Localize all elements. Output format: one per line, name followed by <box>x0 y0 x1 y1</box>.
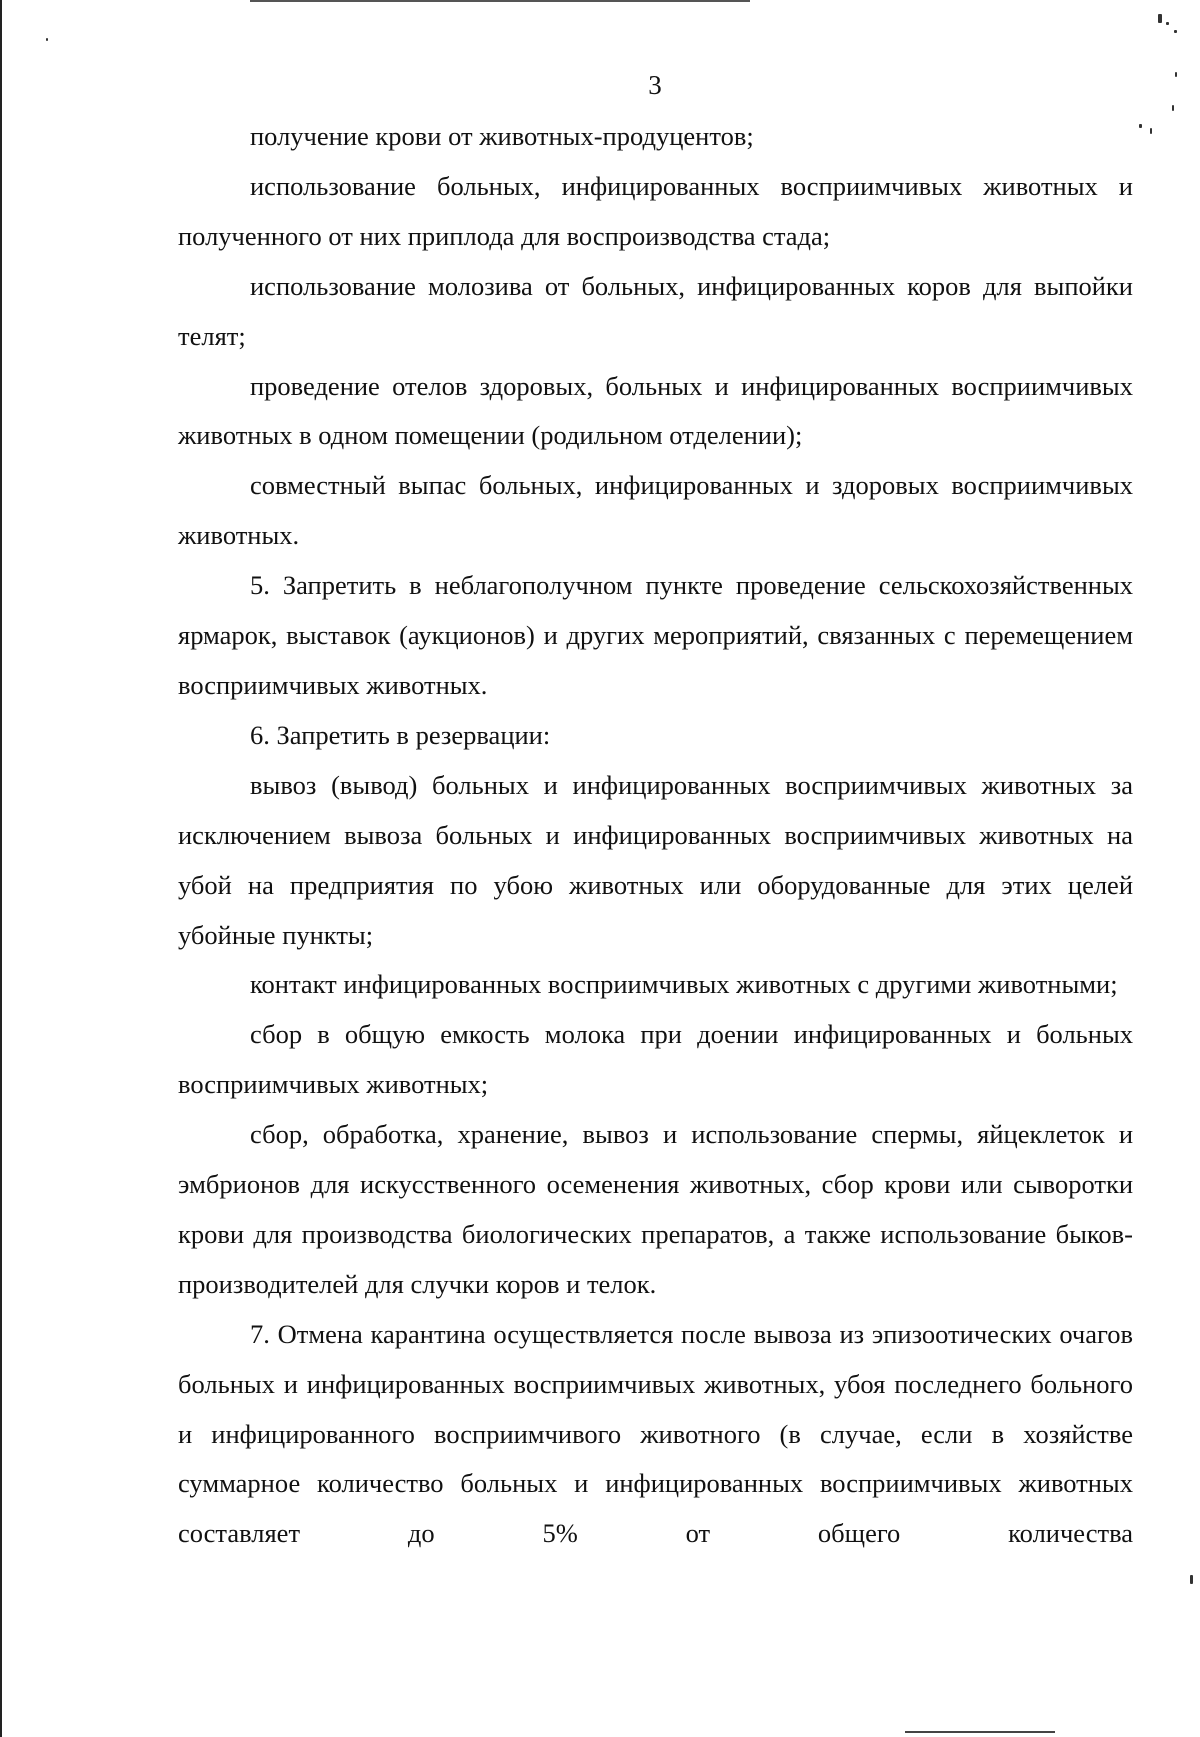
paragraph: сбор, обработка, хранение, вывоз и использование спермы, яйцеклеток и эмбрионов для искусственного осеменения животных, сбор крови или сыворотки крови для производства биологических препаратов, а также использование быков-производителей для случки коров и телок. <box>178 1119 1133 1299</box>
paragraph: сбор в общую емкость молока при доении инфицированных и больных восприимчивых животных; <box>178 1019 1133 1100</box>
paragraph: 5. Запретить в неблагополучном пункте проведение сельскохозяйственных ярмарок, выставок (аукционов) и других мероприятий, связанных с перемещением восприимчивых животных. <box>178 570 1133 700</box>
scan-speck <box>46 38 48 41</box>
scan-speck <box>1190 1575 1193 1584</box>
paragraph: контакт инфицированных восприимчивых животных с другими животными; <box>250 969 1118 1000</box>
paragraph: 7. Отмена карантина осуществляется после вывоза из эпизоотических очагов больных и инфицированных восприимчивых животных, убоя последнего больного и инфицированного восприимчивого животного (в случае, если в хозяйстве суммарное количество больных и инфицированных восприимчивых животных составляет до 5% от общего количества <box>178 1318 1133 1549</box>
page-number: 3 <box>648 70 662 100</box>
scan-speck <box>1150 128 1152 134</box>
scan-speck <box>1174 30 1177 33</box>
paragraph: получение крови от животных-продуцентов; <box>250 121 754 151</box>
scan-edge-top <box>250 0 750 2</box>
scan-speck <box>1158 14 1162 23</box>
scan-speck <box>1139 124 1142 128</box>
paragraph: 6. Запретить в резервации: <box>250 719 551 750</box>
scan-speck <box>1166 22 1169 25</box>
paragraph: использование больных, инфицированных восприимчивых животных и полученного от них приплода для воспроизводства стада; <box>178 170 1133 251</box>
paragraph: совместный выпас больных, инфицированных и здоровых восприимчивых животных. <box>178 470 1133 551</box>
scan-edge-left <box>0 0 2 1737</box>
document-body <box>178 112 1133 1559</box>
paragraph: использование молозива от больных, инфицированных коров для выпойки телят; <box>178 270 1133 351</box>
paragraph: проведение отелов здоровых, больных и инфицированных восприимчивых животных в одном помещении (родильном отделении); <box>178 370 1133 451</box>
paragraph: вывоз (вывод) больных и инфицированных восприимчивых животных за исключением вывоза больных и инфицированных восприимчивых животных на убой на предприятия по убою животных или оборудованные для этих целей убойные пункты; <box>178 769 1133 950</box>
scan-speck <box>1172 105 1174 111</box>
scan-edge-bottom <box>905 1731 1055 1733</box>
